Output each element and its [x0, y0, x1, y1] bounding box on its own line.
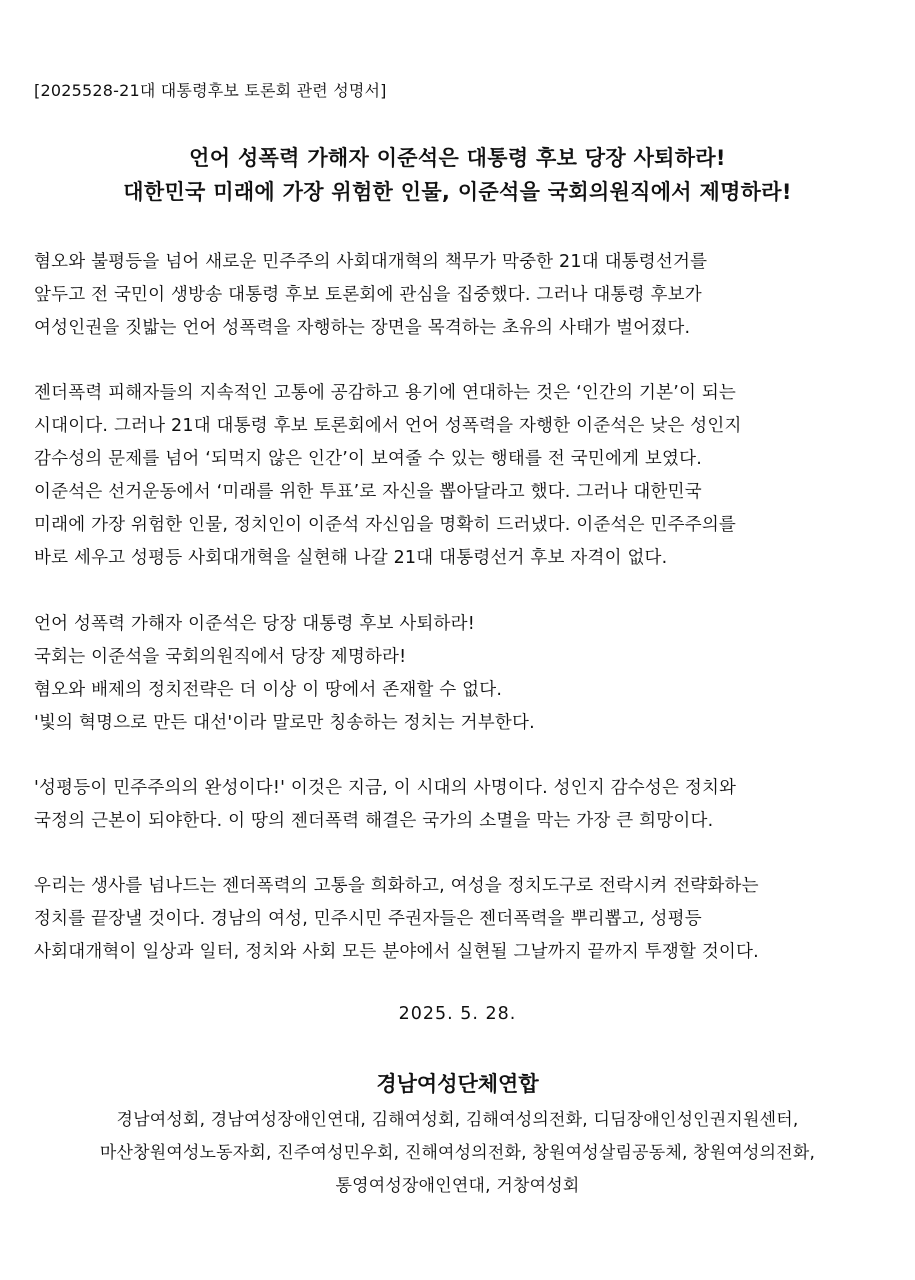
title-line-1 [0, 142, 915, 172]
member-list-line-text: 마산창원여성노동자회, 진주여성민우회, 진해여성의전화, 창원여성살림공동체, 창원여성의전화, [99, 1143, 816, 1163]
statement-date-text: 2025. 5. 28. [398, 1004, 517, 1024]
slogan-line: 국회는 이준석을 국회의원직에서 당장 제명하라! [34, 647, 407, 667]
body-line: 이준석은 선거운동에서 ‘미래를 위한 투표’로 자신을 뽑아달라고 했다. 그러나 대한민국 [34, 482, 702, 502]
member-list-line [0, 1138, 915, 1163]
document-header: [2025528-21대 대통령후보 토론회 관련 성명서] [34, 81, 387, 100]
title-line-2-text: 대한민국 미래에 가장 위험한 인물, 이준석을 국회의원직에서 제명하라! [123, 180, 792, 204]
body-line: 사회대개혁이 일상과 일터, 정치와 사회 모든 분야에서 실현될 그날까지 끝까지 투쟁할 것이다. [34, 942, 759, 962]
slogan-line: '빛의 혁명으로 만든 대선'이라 말로만 칭송하는 정치는 거부한다. [34, 713, 535, 733]
body-line: 감수성의 문제를 넘어 ‘되먹지 않은 인간’이 보여줄 수 있는 행태를 전 국민에게 보였다. [34, 449, 703, 469]
title-line-2 [0, 176, 915, 206]
body-line: 혐오와 불평등을 넘어 새로운 민주주의 사회대개혁의 책무가 막중한 21대 대통령선거를 [34, 252, 708, 272]
body-line: 미래에 가장 위험한 인물, 정치인이 이준석 자신임을 명확히 드러냈다. 이준석은 민주주의를 [34, 515, 737, 535]
body-line: 우리는 생사를 넘나드는 젠더폭력의 고통을 희화하고, 여성을 정치도구로 전락시켜 전략화하는 [34, 876, 759, 896]
body-line: '성평등이 민주주의의 완성이다!' 이것은 지금, 이 시대의 사명이다. 성인지 감수성은 정치와 [34, 778, 737, 798]
organization-name-text: 경남여성단체연합 [376, 1072, 539, 1096]
body-line: 젠더폭력 피해자들의 지속적인 고통에 공감하고 용기에 연대하는 것은 ‘인간의 기본’이 되는 [34, 383, 737, 403]
slogan-line: 언어 성폭력 가해자 이준석은 당장 대통령 후보 사퇴하라! [34, 614, 475, 634]
body-line: 시대이다. 그러나 21대 대통령 후보 토론회에서 언어 성폭력을 자행한 이준석은 낮은 성인지 [34, 416, 742, 436]
statement-date [0, 1004, 915, 1024]
member-list-line [0, 1105, 915, 1130]
body-line: 국정의 근본이 되야한다. 이 땅의 젠더폭력 해결은 국가의 소멸을 막는 가장 큰 희망이다. [34, 811, 714, 831]
title-line-1-text: 언어 성폭력 가해자 이준석은 대통령 후보 당장 사퇴하라! [189, 146, 726, 170]
body-line: 여성인권을 짓밟는 언어 성폭력을 자행하는 장면을 목격하는 초유의 사태가 벌어졌다. [34, 318, 691, 338]
member-list-line [0, 1171, 915, 1196]
body-line: 앞두고 전 국민이 생방송 대통령 후보 토론회에 관심을 집중했다. 그러나 대통령 후보가 [34, 285, 702, 305]
member-list-line-text: 경남여성회, 경남여성장애인연대, 김해여성회, 김해여성의전화, 디딤장애인성인권지원센터, [116, 1110, 799, 1130]
body-line: 정치를 끝장낼 것이다. 경남의 여성, 민주시민 주권자들은 젠더폭력을 뿌리뽑고, 성평등 [34, 909, 702, 929]
member-list-line-text: 통영여성장애인연대, 거창여성회 [335, 1176, 580, 1196]
slogan-line: 혐오와 배제의 정치전략은 더 이상 이 땅에서 존재할 수 없다. [34, 680, 503, 700]
body-line: 바로 세우고 성평등 사회대개혁을 실현해 나갈 21대 대통령선거 후보 자격이 없다. [34, 548, 668, 568]
organization-name [0, 1068, 915, 1098]
